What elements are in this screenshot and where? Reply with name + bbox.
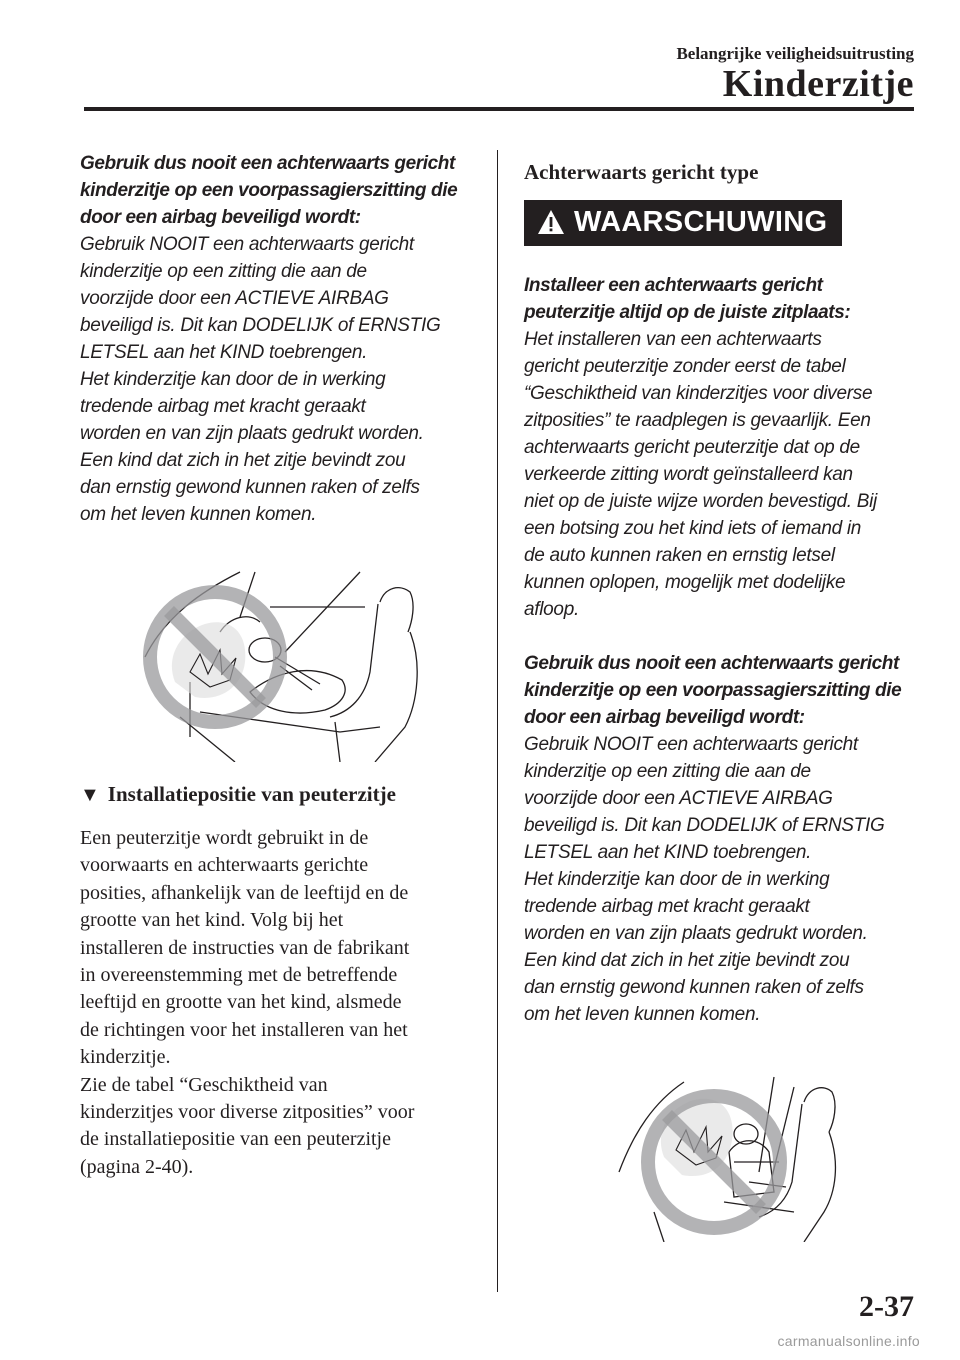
warning-lead-line: kinderzitje op een voorpassagierszitting die — [80, 180, 458, 201]
warning-body-line: kunnen oplopen, mogelijk met dodelijke — [524, 572, 846, 593]
installation-body — [80, 825, 480, 1181]
warning-body-line: de auto kunnen raken en ernstig letsel — [524, 545, 835, 566]
warning-body-line: tredende airbag met kracht geraakt — [524, 896, 810, 917]
warning-triangle-icon — [536, 208, 566, 236]
section-heading: Achterwaarts gericht type — [524, 160, 759, 184]
warning-body-line: Gebruik NOOIT een achterwaarts gericht — [524, 734, 858, 755]
warning-body-line: beveiligd is. Dit kan DODELIJK of ERNSTIG — [524, 815, 885, 836]
column-divider — [497, 150, 498, 1292]
warning-body-line: Een kind dat zich in het zitje bevindt zou — [524, 950, 850, 971]
warning-body-line: “Geschiktheid van kinderzitjes voor diverse — [524, 383, 873, 404]
body-line: Een peuterzitje wordt gebruikt in de — [80, 827, 369, 849]
page-title: Kinderzitje — [722, 63, 914, 105]
warning-banner — [524, 200, 842, 246]
warning-body-line: om het leven kunnen komen. — [524, 1004, 761, 1025]
rear-facing-seat-airbag-illustration-2 — [524, 1062, 924, 1242]
triangle-bullet-icon: ▼ — [80, 784, 100, 806]
body-line: Zie de tabel “Geschiktheid van — [80, 1073, 328, 1096]
warning-body-line: Een kind dat zich in het zitje bevindt zou — [80, 450, 406, 471]
warning-body-line: achterwaarts gericht peuterzitje dat op de — [524, 437, 860, 458]
left-column — [80, 150, 480, 1181]
warning-body-line: dan ernstig gewond kunnen raken of zelfs — [80, 477, 420, 498]
warning-body-line: Het kinderzitje kan door de in werking — [80, 369, 386, 390]
warning-body — [80, 231, 480, 528]
body-line: installeren de instructies van de fabrikant — [80, 936, 410, 959]
warning1-lead — [524, 272, 924, 326]
subsection — [80, 782, 480, 807]
subsection-heading — [80, 782, 480, 807]
warning-lead — [80, 150, 480, 231]
body-line: posities, afhankelijk van de leeftijd en de — [80, 881, 409, 904]
warning-body-line: worden en van zijn plaats gedrukt worden. — [524, 923, 868, 944]
warning-lead-line: Installeer een achterwaarts gericht — [524, 275, 823, 296]
warning-body-line: een botsing zou het kind iets of iemand in — [524, 518, 862, 539]
warning2-body — [524, 731, 924, 1028]
subsection-heading-text: Installatiepositie van peuterzitje — [107, 782, 396, 806]
warning1-body — [524, 326, 924, 623]
warning-body-line: voorzijde door een ACTIEVE AIRBAG — [524, 788, 833, 809]
warning-body-line: LETSEL aan het KIND toebrengen. — [524, 842, 812, 863]
warning-lead-line: Gebruik dus nooit een achterwaarts gericht — [524, 653, 899, 674]
body-line: (pagina 2-40). — [80, 1155, 194, 1178]
warning-body-line: om het leven kunnen komen. — [80, 504, 317, 525]
section-title: Belangrijke veiligheidsuitrusting — [676, 44, 914, 63]
warning-body-line: LETSEL aan het KIND toebrengen. — [80, 342, 368, 363]
warning-lead-line: Gebruik dus nooit een achterwaarts gericht — [80, 153, 455, 174]
body-line: kinderzitjes voor diverse zitposities” voor — [80, 1101, 415, 1124]
warning-body-line: voorzijde door een ACTIEVE AIRBAG — [80, 288, 389, 309]
warning2-lead — [524, 650, 924, 731]
warning-body-line: Het kinderzitje kan door de in werking — [524, 869, 830, 890]
body-line: de richtingen voor het installeren van het — [80, 1018, 408, 1041]
right-column — [524, 150, 924, 1242]
body-line: grootte van het kind. Volg bij het — [80, 909, 344, 932]
body-line: de installatiepositie van een peuterzitje — [80, 1128, 391, 1151]
header-rule — [84, 107, 914, 111]
warning-body-line: Gebruik NOOIT een achterwaarts gericht — [80, 234, 414, 255]
warning-body-line: kinderzitje op een zitting die aan de — [524, 761, 811, 782]
page-number: 2-37 — [859, 1290, 914, 1323]
body-line: voorwaarts en achterwaarts gerichte — [80, 854, 369, 877]
body-line: in overeenstemming met de betreffende — [80, 964, 398, 987]
warning-lead-line: kinderzitje op een voorpassagierszitting die — [524, 680, 902, 701]
warning-body-line: dan ernstig gewond kunnen raken of zelfs — [524, 977, 864, 998]
warning-body-line: kinderzitje op een zitting die aan de — [80, 261, 367, 282]
warning-body-line: worden en van zijn plaats gedrukt worden. — [80, 423, 424, 444]
warning-body-line: niet op de juiste wijze worden bevestigd. Bij — [524, 491, 877, 512]
warning-body-line: zitposities” te raadplegen is gevaarlijk. Een — [524, 410, 871, 431]
body-line: leeftijd en grootte van het kind, alsmede — [80, 991, 402, 1014]
warning-lead-line: door een airbag beveiligd wordt: — [80, 207, 361, 228]
warning-lead-line: peuterzitje altijd op de juiste zitplaats: — [524, 302, 851, 323]
warning-body-line: Het installeren van een achterwaarts — [524, 329, 822, 350]
watermark: carmanualsonline.info — [777, 1333, 920, 1349]
warning-lead-line: door een airbag beveiligd wordt: — [524, 707, 805, 728]
body-line: kinderzitje. — [80, 1046, 171, 1069]
warning-body-line: afloop. — [524, 599, 579, 620]
warning-body-line: tredende airbag met kracht geraakt — [80, 396, 366, 417]
warning-body-line: gericht peuterzitje zonder eerst de tabel — [524, 356, 846, 377]
warning-body-line: beveiligd is. Dit kan DODELIJK of ERNSTIG — [80, 315, 441, 336]
warning-banner-label: WAARSCHUWING — [574, 206, 828, 238]
rear-facing-seat-airbag-illustration — [80, 562, 480, 762]
warning-body-line: verkeerde zitting wordt geïnstalleerd kan — [524, 464, 853, 485]
